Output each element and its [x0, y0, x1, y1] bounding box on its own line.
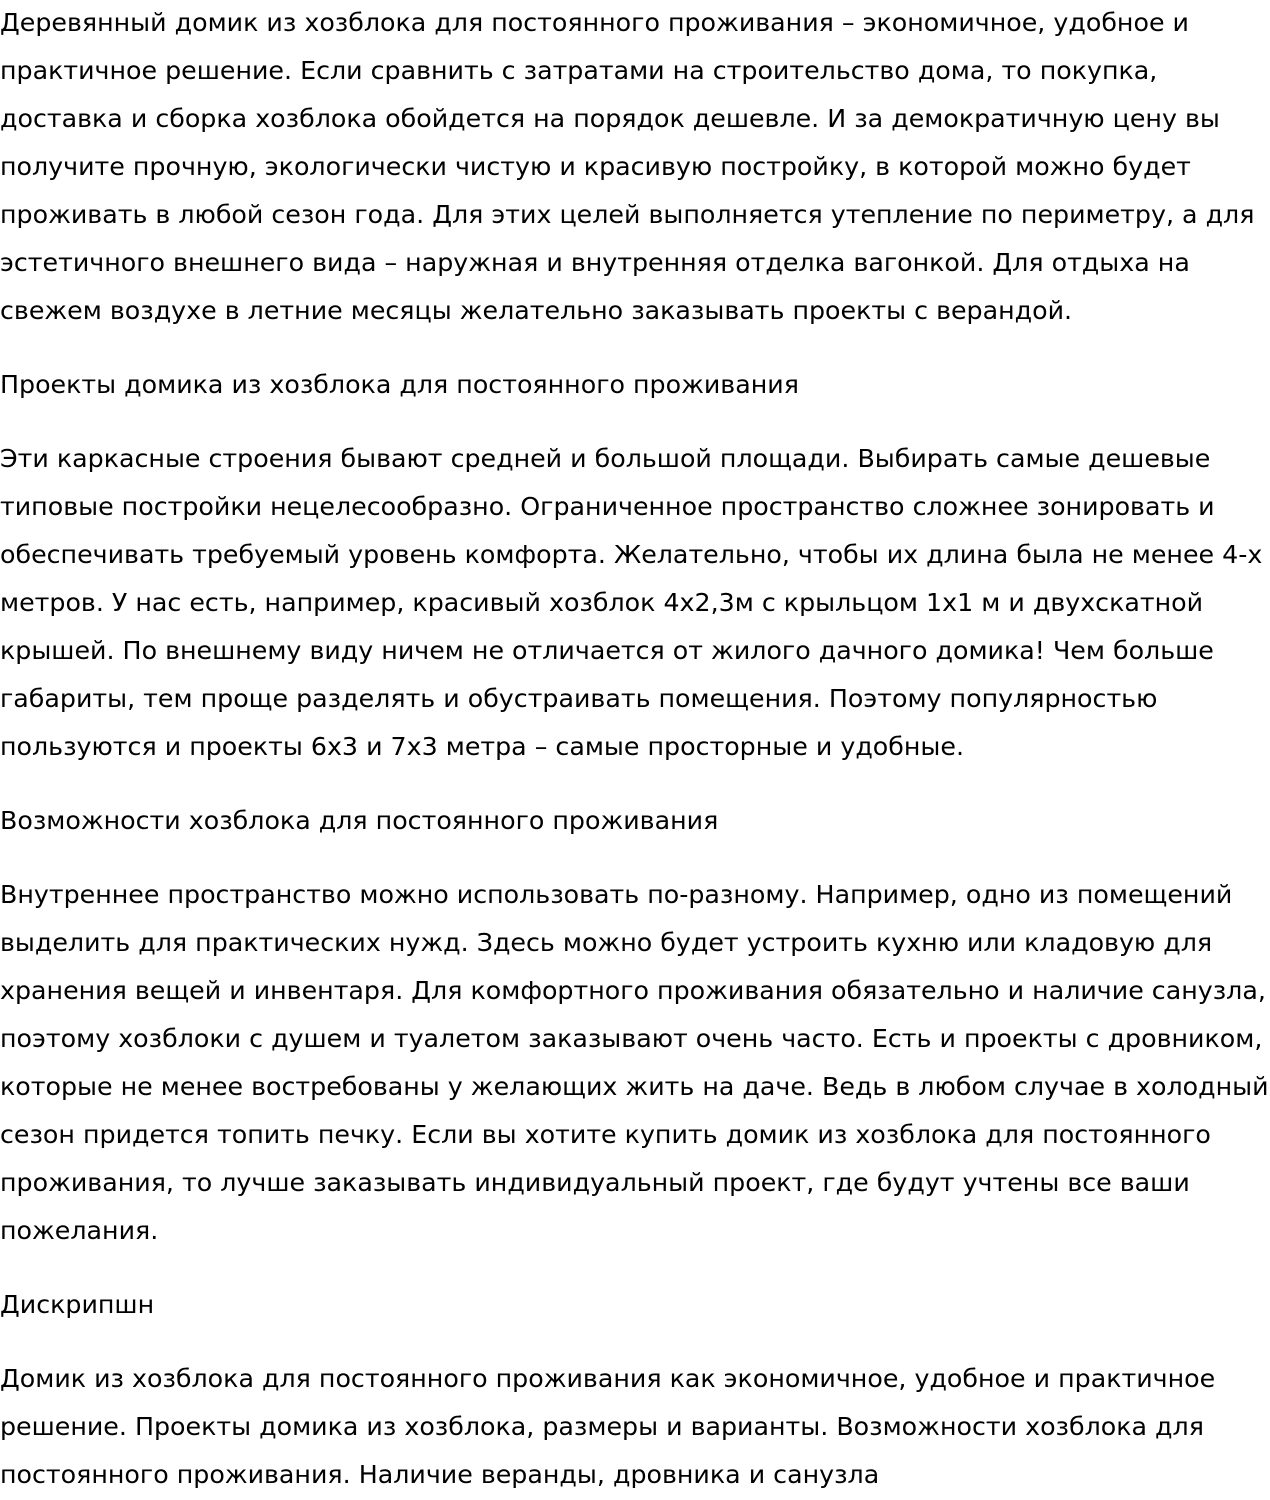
description-paragraph: Домик из хозблока для постоянного проживания как экономичное, удобное и практичное решение. Проекты домика из хозблока, размеры и варианты. Возможности хозблока для постоянного проживания. Наличие веранды, дровника и санузла — [0, 1364, 1216, 1489]
possibilities-paragraph: Внутреннее пространство можно использовать по-разному. Например, одно из помещений выделить для практических нужд. Здесь можно будет устроить кухню или кладовую для хранения вещей и инвентаря. Для комфортного проживания обязательно и наличие санузла, поэтому хозблоки с душем и туалетом заказывают очень часто. Есть и проекты с дровником, которые не менее востребованы у желающих жить на даче. Ведь в любом случае в холодный сезон придется топить печку. Если вы хотите купить домик из хозблока для постоянного проживания, то лучше заказывать индивидуальный проект, где будут учтены все ваши пожелания. — [0, 880, 1269, 1245]
section-heading-possibilities: Возможности хозблока для постоянного проживания — [0, 806, 719, 835]
section-heading-projects: Проекты домика из хозблока для постоянного проживания — [0, 370, 799, 399]
section-heading-description: Дискрипшн — [0, 1290, 155, 1319]
projects-paragraph: Эти каркасные строения бывают средней и большой площади. Выбирать самые дешевые типовые постройки нецелесообразно. Ограниченное пространство сложнее зонировать и обеспечивать требуемый уровень комфорта. Желательно, чтобы их длина была не менее 4-х метров. У нас есть, например, красивый хозблок 4х2,3м с крыльцом 1х1 м и двухскатной крышей. По внешнему виду ничем не отличается от жилого дачного домика! Чем больше габариты, тем проще разделять и обустраивать помещения. Поэтому популярностью пользуются и проекты 6х3 и 7х3 метра – самые просторные и удобные. — [0, 444, 1263, 761]
intro-paragraph: Деревянный домик из хозблока для постоянного проживания – экономичное, удобное и практичное решение. Если сравнить с затратами на строительство дома, то покупка, доставка и сборка хозблока обойдется на порядок дешевле. И за демократичную цену вы получите прочную, экологически чистую и красивую постройку, в которой можно будет проживать в любой сезон года. Для этих целей выполняется утепление по периметру, а для эстетичного внешнего вида – наружная и внутренняя отделка вагонкой. Для отдыха на свежем воздухе в летние месяцы желательно заказывать проекты с верандой. — [0, 8, 1255, 325]
